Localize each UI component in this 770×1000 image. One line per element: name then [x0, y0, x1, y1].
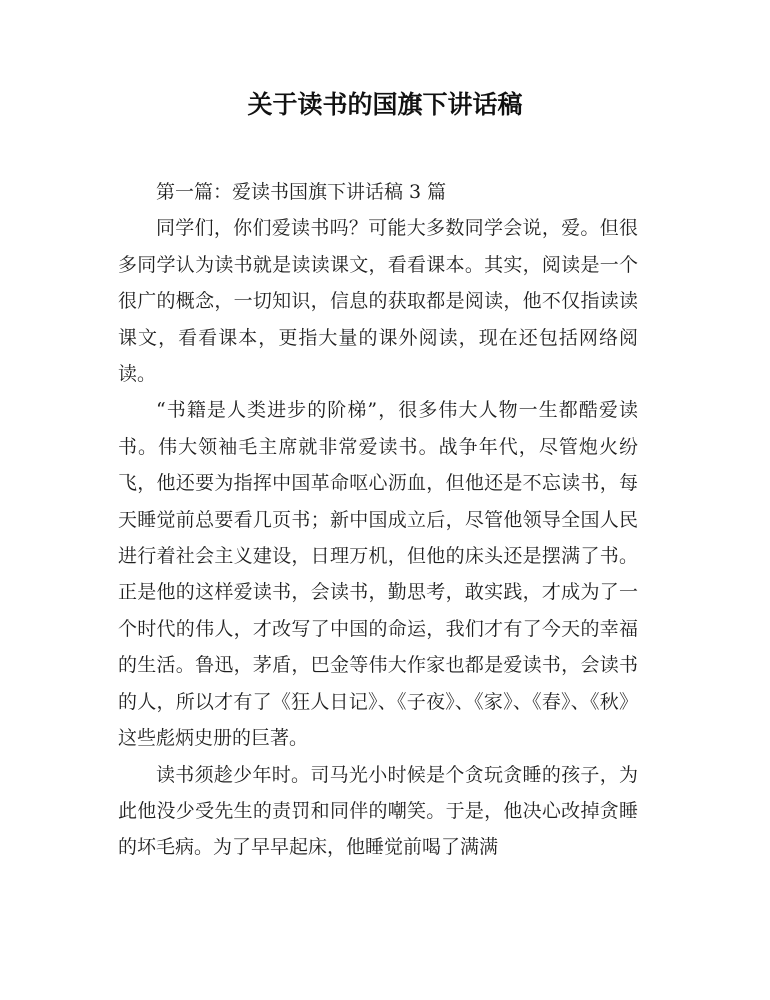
paragraph: 同学们，你们爱读书吗？可能大多数同学会说，爱。但很多同学认为读书就是读读课文，看看课本。其实，阅读是一个很广的概念，一切知识，信息的获取都是阅读，他不仅指读读课文，看看课本，更指大量的课外阅读，现在还包括网络阅读。: [118, 217, 638, 386]
document-title: 关于读书的国旗下讲话稿: [247, 90, 523, 119]
document-body: [118, 174, 638, 866]
section-heading: 第一篇：爱读书国旗下讲话稿 3 篇: [156, 181, 447, 203]
paragraph: 读书须趁少年时。司马光小时候是个贪玩贪睡的孩子，为此他没少受先生的责罚和同伴的嘲笑。于是，他决心改掉贪睡的坏毛病。为了早早起床，他睡觉前喝了满满: [118, 763, 638, 859]
paragraph: “书籍是人类进步的阶梯”，很多伟大人物一生都酷爱读书。伟大领袖毛主席就非常爱读书。战争年代，尽管炮火纷飞，他还要为指挥中国革命呕心沥血，但他还是不忘读书，每天睡觉前总要看几页书；新中国成立后，尽管他领导全国人民进行着社会主义建设，日理万机，但他的床头还是摆满了书。正是他的这样爱读书，会读书，勤思考，敢实践，才成为了一个时代的伟人，才改写了中国的命运，我们才有了今天的幸福的生活。鲁迅，茅盾，巴金等伟大作家也都是爱读书，会读书的人，所以才有了《狂人日记》、《子夜》、《家》、《春》、《秋》这些彪炳史册的巨著。: [118, 399, 638, 750]
